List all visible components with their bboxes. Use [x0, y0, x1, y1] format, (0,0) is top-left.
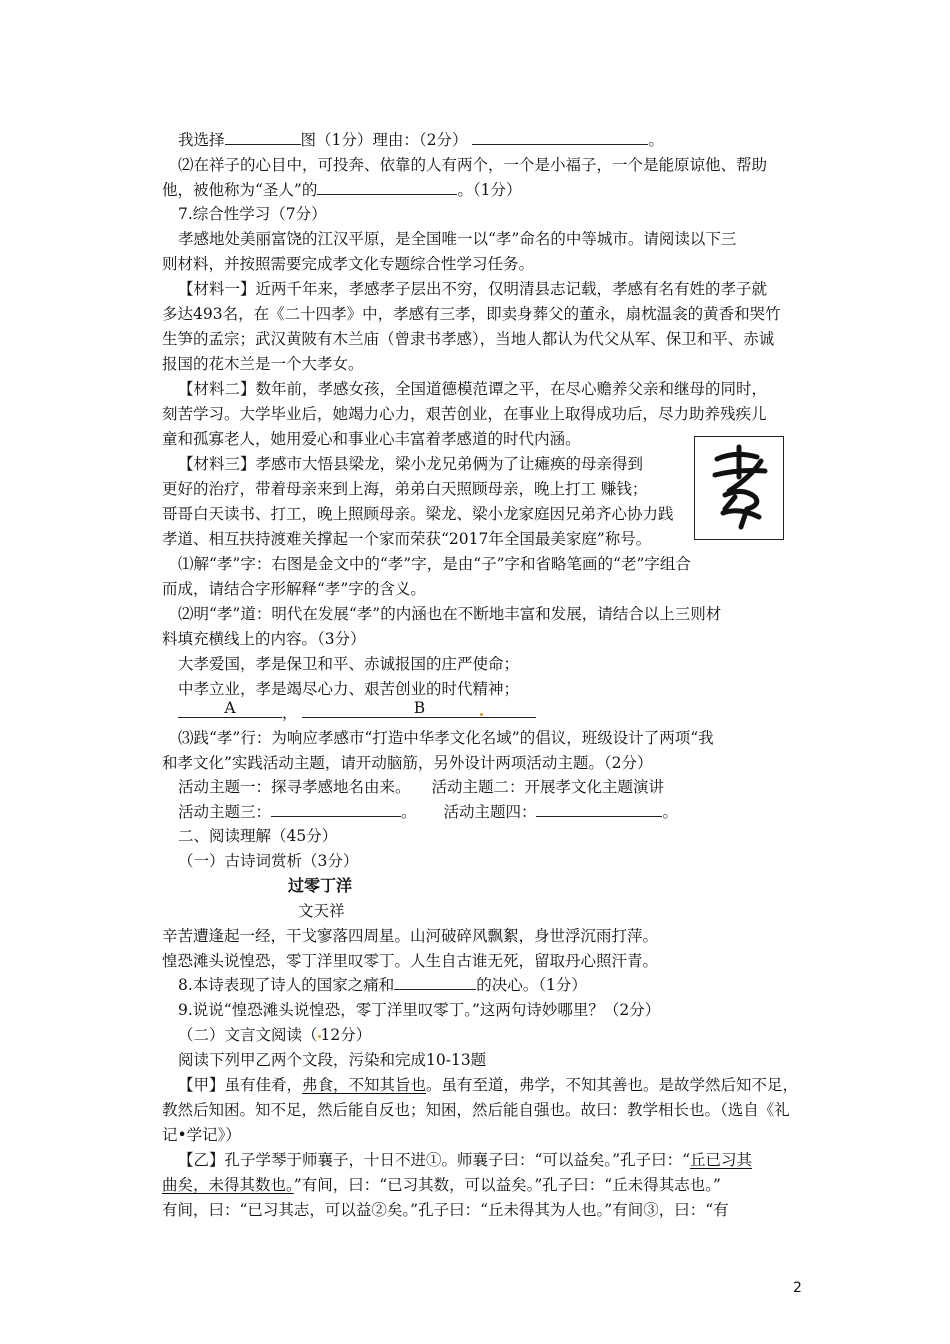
question-text [178, 975, 587, 995]
text: 。 [662, 803, 678, 821]
blank-field[interactable] [317, 180, 457, 195]
classical-text-line: 教然后知困。知不足，然后能自反也；知困，然后能自强也。故曰：教学相长也。（选自《礼 [162, 1101, 790, 1119]
blank-field[interactable] [472, 130, 648, 145]
paragraph-line: 报国的花木兰是一个大孝女。 [162, 355, 364, 373]
underlined-phrase: 丘已习其 [690, 1151, 753, 1169]
text: 【乙】孔子学琴于师襄子，十日不进①。师襄子曰：“可以益矣。”孔子曰：“ [178, 1151, 691, 1169]
poem-author: 文天祥 [298, 902, 345, 920]
text: 。 [401, 803, 417, 821]
text: 【甲】虽有佳肴， [178, 1076, 303, 1094]
text: 12分） [320, 1026, 372, 1044]
text: （二）文言文阅读（ [178, 1026, 318, 1044]
poem-line: 辛苦遭逢起一经，干戈寥落四周星。山河破碎风飘絮，身世浮沉雨打萍。 [162, 927, 659, 945]
blank-a-label: A [224, 699, 236, 717]
stray-dot [480, 713, 483, 716]
question-text: 料填充横线上的内容。（3分） [162, 630, 366, 648]
paragraph-line: 更好的治疗，带着母亲来到上海，弟弟白天照顾母亲，晚上打工 赚钱； [162, 480, 648, 498]
paragraph-line: 哥哥白天读书、打工，晚上照顾母亲。梁龙、梁小龙家庭因兄弟齐心协力践 [162, 505, 674, 523]
poem-line: 惶恐滩头说惶恐，零丁洋里叹零丁。人生自古谁无死，留取丹心照汗青。 [162, 952, 659, 970]
blank-field[interactable] [271, 802, 401, 817]
paragraph-line: 【材料二】数年前，孝感女孩，全国道德模范谭之平，在尽心赡养父亲和继母的同时， [178, 380, 768, 398]
activity-row-1 [178, 777, 664, 797]
text: 。 [648, 131, 664, 149]
paragraph-line: 多达493名，在《二十四孝》中，孝感有三孝，即卖身葬父的董永，扇枕温衾的黄香和哭竹 [162, 305, 781, 323]
text: ”有间，曰：“已习其数，可以益矣。”孔子曰：“丘未得其志也。” [293, 1176, 721, 1194]
paragraph-line: 【材料一】近两千年来，孝感孝子层出不穷，仅明清县志记载，孝感有名有姓的孝子就 [178, 280, 768, 298]
question-text: ⑵在祥子的心目中，可投奔、依靠的人有两个，一个是小福子，一个是能原谅他、帮助 [178, 156, 768, 174]
paragraph-line: 孝道、相互扶持渡难关撑起一个家而荣获“2017年全国最美家庭”称号。 [162, 530, 652, 548]
question-text: 而成，请结合字形解释“孝”字的含义。 [162, 580, 426, 598]
question-text: 9.说说“惶恐滩头说惶恐，零丁洋里叹零丁。”这两句诗妙哪里？（2分） [178, 1001, 661, 1019]
paragraph-line: 生笋的孟宗；武汉黄陂有木兰庙（曾隶书孝感），当地人都认为代父从军、保卫和平、赤诚 [162, 330, 775, 348]
fill-line-ab [178, 699, 536, 723]
text: ， [282, 704, 298, 722]
classical-text-line [178, 1075, 798, 1095]
text: 8.本诗表现了诗人的国家之痛和 [178, 976, 395, 994]
subsection-heading: （一）古诗词赏析（3分） [178, 852, 359, 870]
question-heading: 7.综合性学习（7分） [178, 205, 327, 223]
question-text: ⑵明“孝”道：明代在发展“孝”的内涵也在不断地丰富和发展，请结合以上三则材 [178, 605, 722, 623]
blank-b[interactable] [302, 699, 536, 718]
blank-field[interactable] [394, 975, 476, 990]
text: 。虽有至道，弗学，不知其善也。是故学然后知不足， [426, 1076, 799, 1094]
instruction-text: 阅读下列甲乙两个文段，污染和完成10-13题 [178, 1051, 487, 1069]
paragraph-line: 则材料，并按照需要完成孝文化专题综合性学习任务。 [162, 255, 535, 273]
section-heading: 二、阅读理解（45分） [178, 827, 338, 845]
text: 图（1分）理由：（2分） [300, 131, 468, 149]
classical-text-line: 记•学记》） [162, 1126, 241, 1144]
text: 的决心。（1分） [476, 976, 587, 994]
question-text: 和孝文化”实践活动主题，请开动脑筋，另外设计两项活动主题。（2分） [162, 754, 653, 772]
text: 他，被他称为“圣人”的 [162, 181, 318, 199]
blank-a[interactable] [178, 699, 282, 718]
blank-b-label: B [413, 699, 426, 717]
activity-4-label: 活动主题四： [443, 803, 537, 821]
subsection-heading [178, 1025, 371, 1045]
question-text [162, 180, 521, 200]
paragraph-line: 童和孤寡老人，她用爱心和事业心丰富着孝感道的时代内涵。 [162, 430, 581, 448]
classical-text-line: 有间，曰：“已习其志，可以益②矣。”孔子曰：“丘未得其为人也。”有间③，曰：“有 [162, 1201, 729, 1219]
paragraph-line: 中孝立业，孝是竭尽心力、艰苦创业的时代精神； [178, 680, 520, 698]
poem-title: 过零丁洋 [288, 876, 353, 895]
blank-field[interactable] [536, 802, 662, 817]
blank-field[interactable] [225, 130, 301, 145]
question-text: ⑶践“孝”行：为响应孝感市“打造中华孝文化名域”的倡议，班级设计了两项“我 [178, 729, 714, 747]
classical-text-line [178, 1150, 752, 1170]
xiao-glyph-icon [695, 437, 783, 539]
activity-3-label: 活动主题三： [178, 803, 272, 821]
text: 我选择 [178, 131, 225, 149]
activity-1: 活动主题一：探寻孝感地名由来。 [178, 778, 411, 796]
paragraph-line: 刻苦学习。大学毕业后，她竭力心力，艰苦创业，在事业上取得成功后，尽力助养残疾儿 [162, 405, 767, 423]
question-text: ⑴解“孝”字：右图是金文中的“孝”字，是由“子”字和省略笔画的“老”字组合 [178, 555, 691, 573]
paragraph-line: 大孝爱国，孝是保卫和平、赤诚报国的庄严使命； [178, 655, 520, 673]
underlined-phrase: 曲矣，未得其数也。 [162, 1176, 294, 1194]
activity-row-2 [178, 802, 678, 822]
bronze-script-xiao-image [694, 436, 784, 540]
paragraph-line: 孝感地处美丽富饶的江汉平原，是全国唯一以“孝”命名的中等城市。请阅读以下三 [178, 230, 737, 248]
answer-line-1 [178, 130, 664, 150]
page-number: 2 [793, 1280, 802, 1296]
classical-text-line [162, 1175, 721, 1195]
activity-2: 活动主题二：开展孝文化主题演讲 [431, 778, 664, 796]
underlined-phrase: 弗食，不知其旨也 [302, 1076, 427, 1094]
paragraph-line: 【材料三】孝感市大悟县梁龙，梁小龙兄弟俩为了让瘫痪的母亲得到 [178, 455, 644, 473]
text: 。（1分） [457, 181, 522, 199]
